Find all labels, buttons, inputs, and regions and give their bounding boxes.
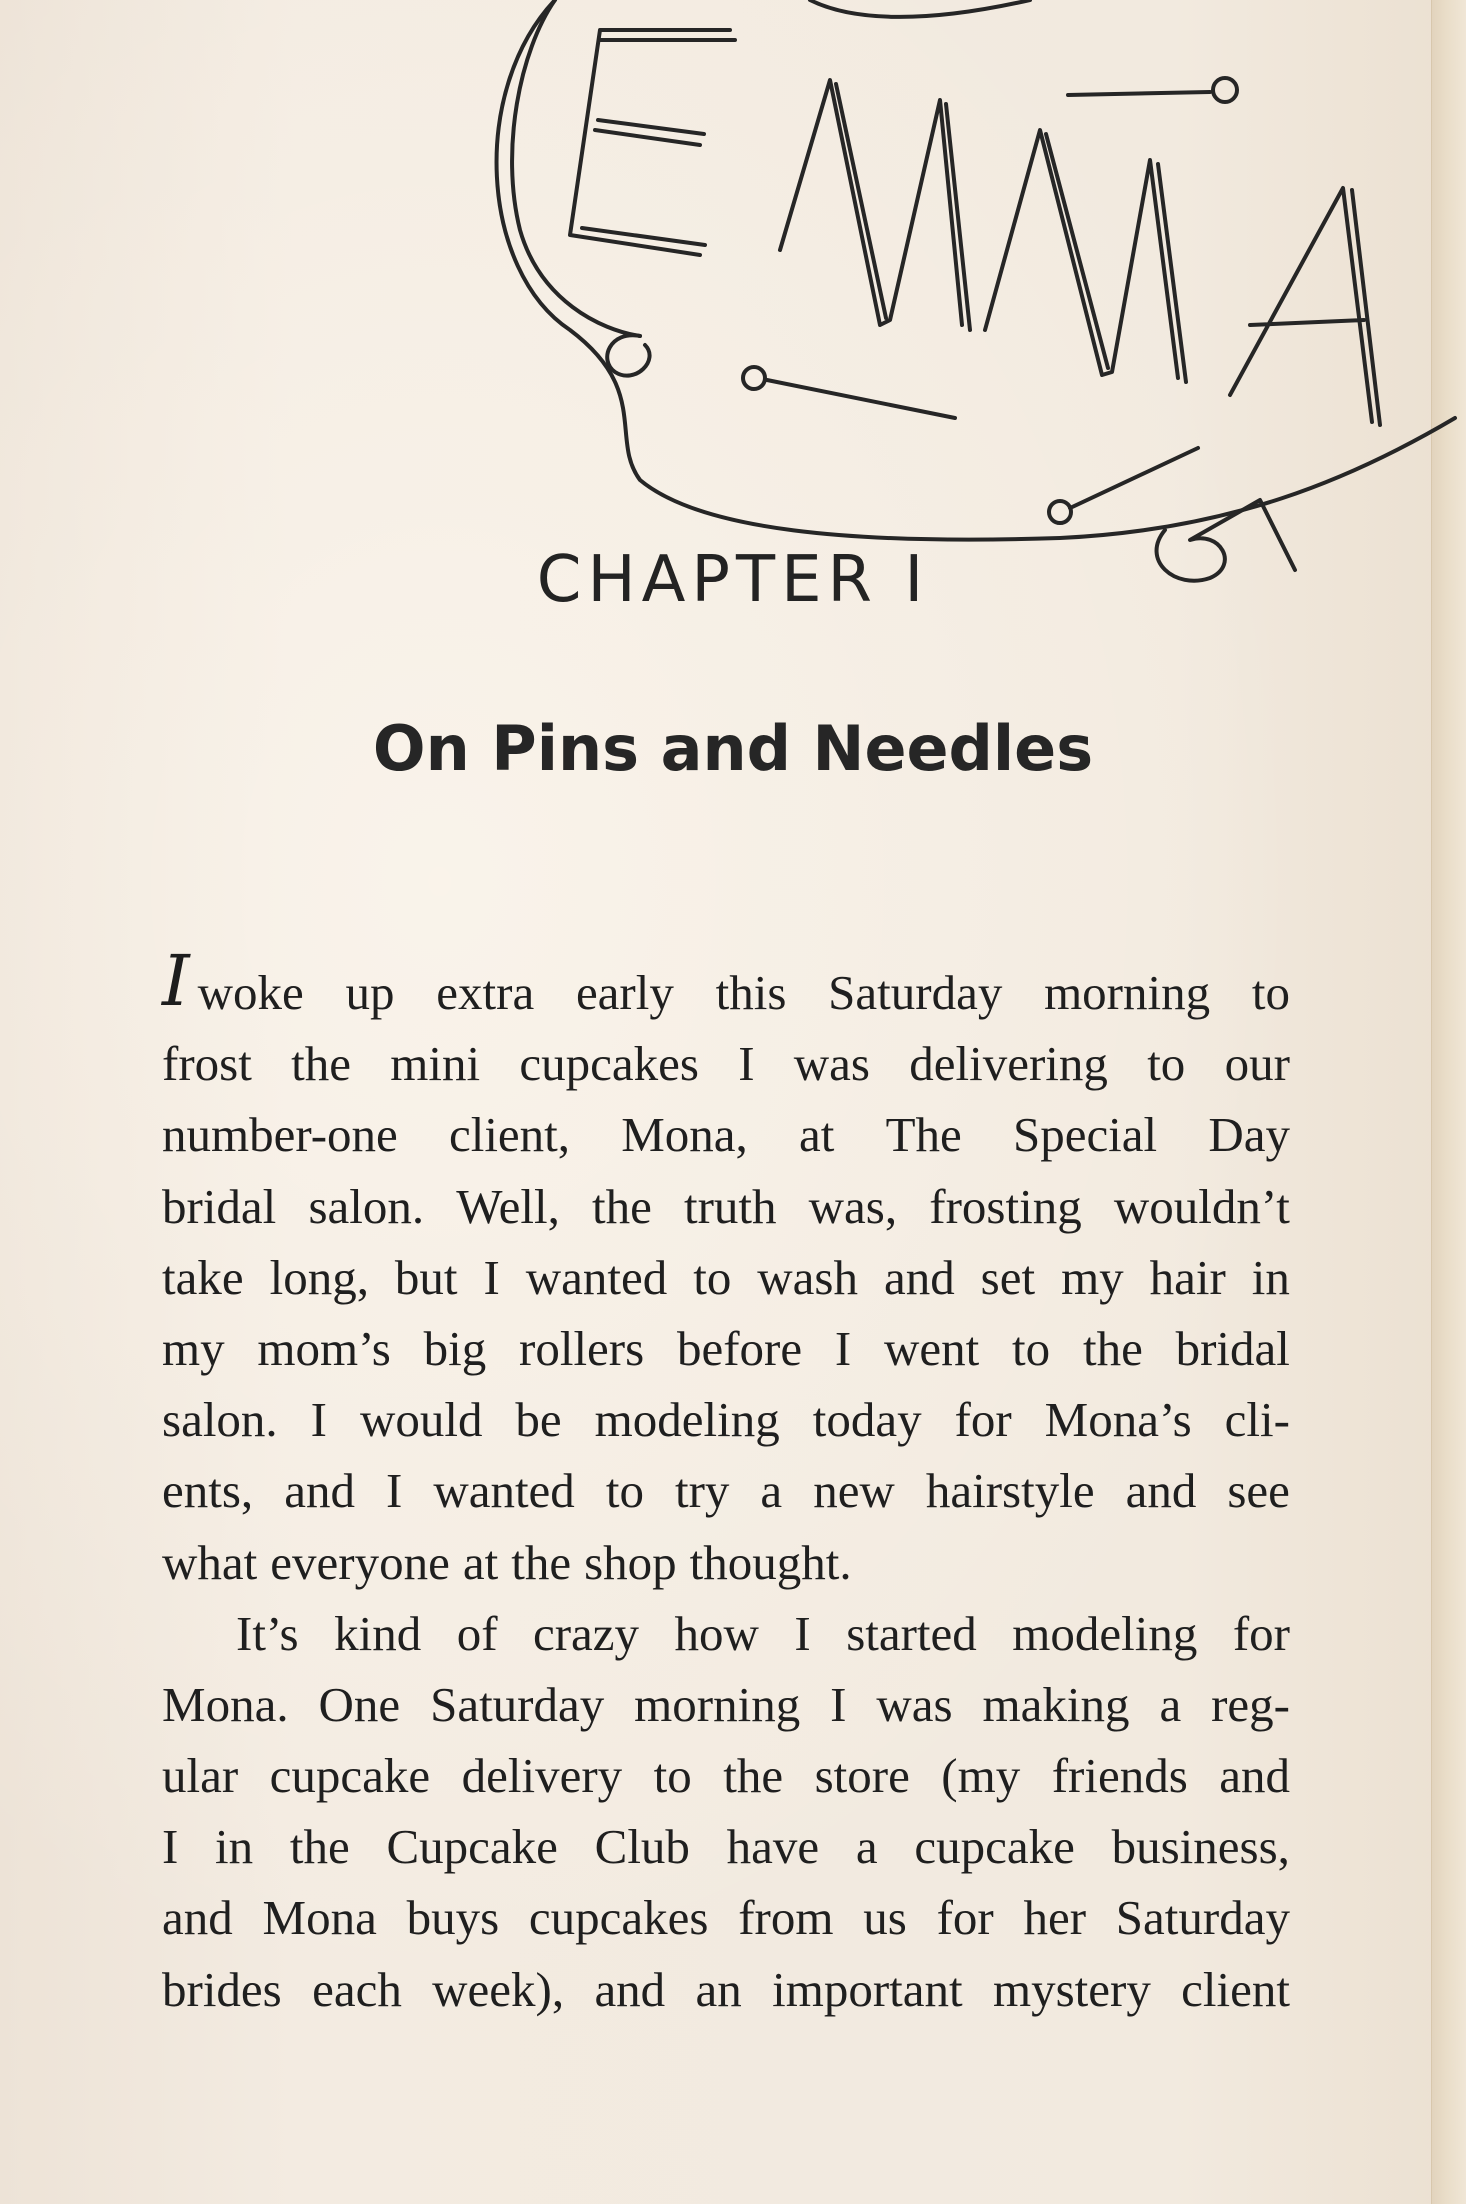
word: hairstyle [925,1463,1095,1519]
word: I [738,1036,755,1092]
text-line [162,1954,1290,2025]
word: client, [448,1107,571,1163]
text-line [198,957,1290,1028]
text-line [162,1527,1290,1598]
word: number-one [162,1107,398,1163]
word: Saturday [828,965,1003,1020]
word: cupcakes [519,1036,699,1092]
word: to [605,1463,644,1519]
word: and [162,1890,233,1946]
word: (my [941,1748,1021,1804]
word: One [318,1676,401,1732]
word: wanted [433,1463,575,1519]
word: cupcake [914,1819,1075,1875]
word: woke [197,965,304,1020]
word: client [1181,1961,1290,2017]
word: mom’s [257,1320,391,1376]
word: in [215,1819,254,1875]
word: try [674,1463,730,1519]
word: each [312,1961,402,2017]
word: wash [757,1249,859,1305]
word: important [772,1961,963,2017]
word: shop [584,1534,677,1590]
word: the [591,1178,652,1234]
word: modeling [1012,1605,1198,1661]
word: kind [334,1605,422,1661]
word: her [1023,1890,1087,1946]
word: extra [436,965,535,1020]
word: set [980,1249,1036,1305]
word: Special [1012,1107,1158,1163]
text-line [162,1811,1290,1882]
word: to [1251,965,1290,1020]
word: a [760,1463,783,1519]
word: the [291,1036,351,1092]
word: making [982,1676,1130,1732]
word: rollers [519,1320,645,1376]
word: to [1147,1036,1186,1092]
word: the [723,1748,784,1804]
word: reg- [1211,1676,1290,1732]
word: the [511,1534,572,1590]
word: morning [1044,965,1211,1020]
word: the [289,1819,350,1875]
word: us [863,1890,907,1946]
text-line [162,1242,1290,1313]
word: today [812,1392,922,1448]
word: at [799,1107,835,1163]
word: this [715,965,787,1020]
text-line [162,1099,1290,1170]
chapter-title: On Pins and Needles [372,712,1094,785]
word: Saturday [1115,1890,1290,1946]
word: cupcakes [528,1890,709,1946]
word: see [1227,1463,1290,1519]
word: of [456,1605,498,1661]
word: frosting [929,1178,1082,1234]
word: to [1012,1320,1051,1376]
word: wanted [525,1249,668,1305]
word: hair [1149,1249,1226,1305]
word: Saturday [430,1676,605,1732]
word: buys [406,1890,500,1946]
word: my [1061,1249,1124,1305]
word: an [695,1961,742,2017]
word: week), [432,1961,565,2017]
word: but [394,1249,458,1305]
word: went [884,1320,980,1376]
word: in [1251,1249,1290,1305]
word: for [954,1392,1012,1448]
text-line [162,1028,1290,1099]
word: was, [808,1178,898,1234]
word: friends [1051,1748,1188,1804]
word: our [1224,1036,1290,1092]
word: Cupcake [386,1819,558,1875]
word: delivering [909,1036,1108,1092]
text-line [162,1598,1290,1669]
word: I [830,1676,847,1732]
word: bridal [162,1178,277,1234]
word: mystery [992,1961,1151,2017]
text-line [162,1882,1290,1953]
word: and [594,1961,666,2017]
text-line [162,1384,1290,1455]
word: business, [1111,1819,1290,1875]
word: Club [594,1819,690,1875]
text-line [162,1669,1290,1740]
word: I [834,1320,852,1376]
word: wouldn’t [1113,1178,1290,1234]
word: everyone [270,1534,450,1590]
word: the [1082,1320,1143,1376]
word: Well, [456,1178,560,1234]
word: salon. [308,1178,425,1234]
word: to [693,1249,732,1305]
first-line [162,940,1290,1028]
word: cli- [1224,1392,1290,1448]
drop-cap: I [162,940,190,1022]
text-line [162,1171,1290,1242]
word: mini [390,1036,481,1092]
word: big [423,1320,487,1376]
word: modeling [594,1392,780,1448]
word: Mona’s [1044,1392,1192,1448]
word: a [855,1819,878,1875]
emma-title-illustration [0,0,1466,620]
word: ular [162,1748,239,1804]
word: and [1219,1748,1290,1804]
word: I [385,1463,403,1519]
word: crazy [532,1605,640,1661]
word: salon. [162,1392,278,1448]
word: to [653,1748,692,1804]
word: truth [683,1178,777,1234]
word: Day [1208,1107,1290,1163]
word: have [726,1819,820,1875]
text-line [162,1455,1290,1526]
word: at [462,1534,499,1590]
word: new [813,1463,895,1519]
word: and [284,1463,355,1519]
word: ents, [162,1463,254,1519]
text-line [162,1740,1290,1811]
word: frost [162,1036,252,1092]
word: cupcake [269,1748,431,1804]
word: how [674,1605,759,1661]
word: delivery [461,1748,623,1804]
word: Mona, [621,1107,748,1163]
word: long, [269,1249,369,1305]
text-line [162,1313,1290,1384]
word: morning [634,1676,801,1732]
word: and [883,1249,955,1305]
word: Mona [262,1890,377,1946]
word: up [345,965,395,1020]
word: for [1232,1605,1290,1661]
word: my [162,1320,225,1376]
word: be [515,1392,562,1448]
word: bridal [1175,1320,1290,1376]
word: take [162,1249,244,1305]
word: brides [162,1961,282,2017]
word: It’s [236,1605,299,1661]
word: The [885,1107,962,1163]
word: a [1159,1676,1182,1732]
word: I [310,1392,327,1448]
word: I [162,1819,179,1875]
word: before [676,1320,803,1376]
word: started [846,1605,977,1661]
word: for [936,1890,994,1946]
word: I [483,1249,500,1305]
body-text [162,940,1290,2025]
word: from [738,1890,834,1946]
word: what [162,1534,258,1590]
word: early [575,965,674,1020]
word: was [876,1676,953,1732]
word: I [794,1605,811,1661]
chapter-number: CHAPTER I [536,543,930,617]
word: was [793,1036,870,1092]
word: and [1125,1463,1197,1519]
word: would [359,1392,483,1448]
word: store [814,1748,910,1804]
word: thought. [689,1534,852,1590]
word: Mona. [162,1676,289,1732]
